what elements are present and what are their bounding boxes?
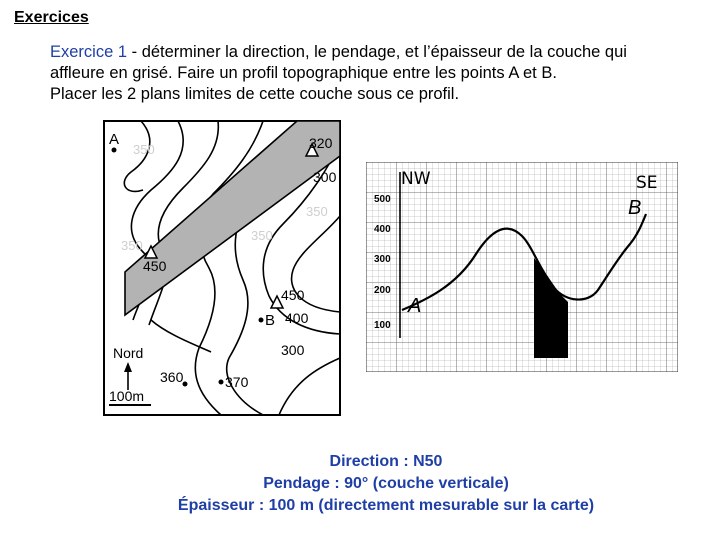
y-tick-200: 200: [374, 285, 391, 296]
y-tick-500: 500: [374, 194, 391, 205]
answers-block: [0, 451, 720, 517]
faded-label-3: 350: [251, 228, 273, 243]
contour-label-370: 370: [225, 374, 249, 390]
faded-label-2: 350: [306, 204, 328, 219]
graph-paper-grid: [366, 162, 678, 372]
contour-label-360: 360: [160, 369, 184, 385]
y-tick-400: 400: [374, 224, 391, 235]
profile-b-label: B: [628, 197, 642, 219]
exercise-line-2: affleure en grisé. Faire un profil topographique entre les points A et B.: [50, 64, 557, 82]
point-a-dot: [112, 148, 117, 153]
y-tick-100: 100: [374, 320, 391, 331]
point-b-dot: [259, 318, 264, 323]
contour-label-400: 400: [285, 310, 309, 326]
point-b-label: B: [265, 312, 276, 329]
faded-label-4: 350: [121, 238, 143, 253]
contour-label-450: 450: [143, 258, 167, 274]
spot-370-dot: [219, 380, 224, 385]
scale-label: 100m: [109, 388, 145, 404]
answer-direction: Direction : N50: [329, 453, 443, 470]
exercise-line-1: - déterminer la direction, le pendage, et l’épaisseur de la couche qui: [127, 43, 627, 61]
north-label: Nord: [113, 345, 144, 361]
contour-label-320: 320: [309, 135, 333, 151]
point-a-label: A: [109, 131, 120, 148]
topographic-profile: [366, 162, 678, 372]
exercise-statement: [50, 42, 700, 105]
contour-label-300: 300: [313, 169, 337, 185]
answer-pendage: Pendage : 90° (couche verticale): [263, 475, 509, 492]
y-tick-300: 300: [374, 254, 391, 265]
page-title: Exercices: [14, 9, 89, 26]
answer-epaisseur: Épaisseur : 100 m (directement mesurable sur la carte): [177, 497, 595, 514]
profile-a-label: A: [408, 295, 422, 317]
exercise-line-3: Placer les 2 plans limites de cette couche sous ce profil.: [50, 85, 460, 103]
nw-label: NW: [401, 169, 431, 189]
topographic-map: [103, 120, 341, 416]
se-label: SE: [636, 173, 658, 193]
faded-label-1: 350: [133, 142, 155, 157]
contour-label-450b: 450: [281, 287, 305, 303]
exercise-number: Exercice 1: [50, 43, 128, 61]
contour-label-300b: 300: [281, 342, 305, 358]
